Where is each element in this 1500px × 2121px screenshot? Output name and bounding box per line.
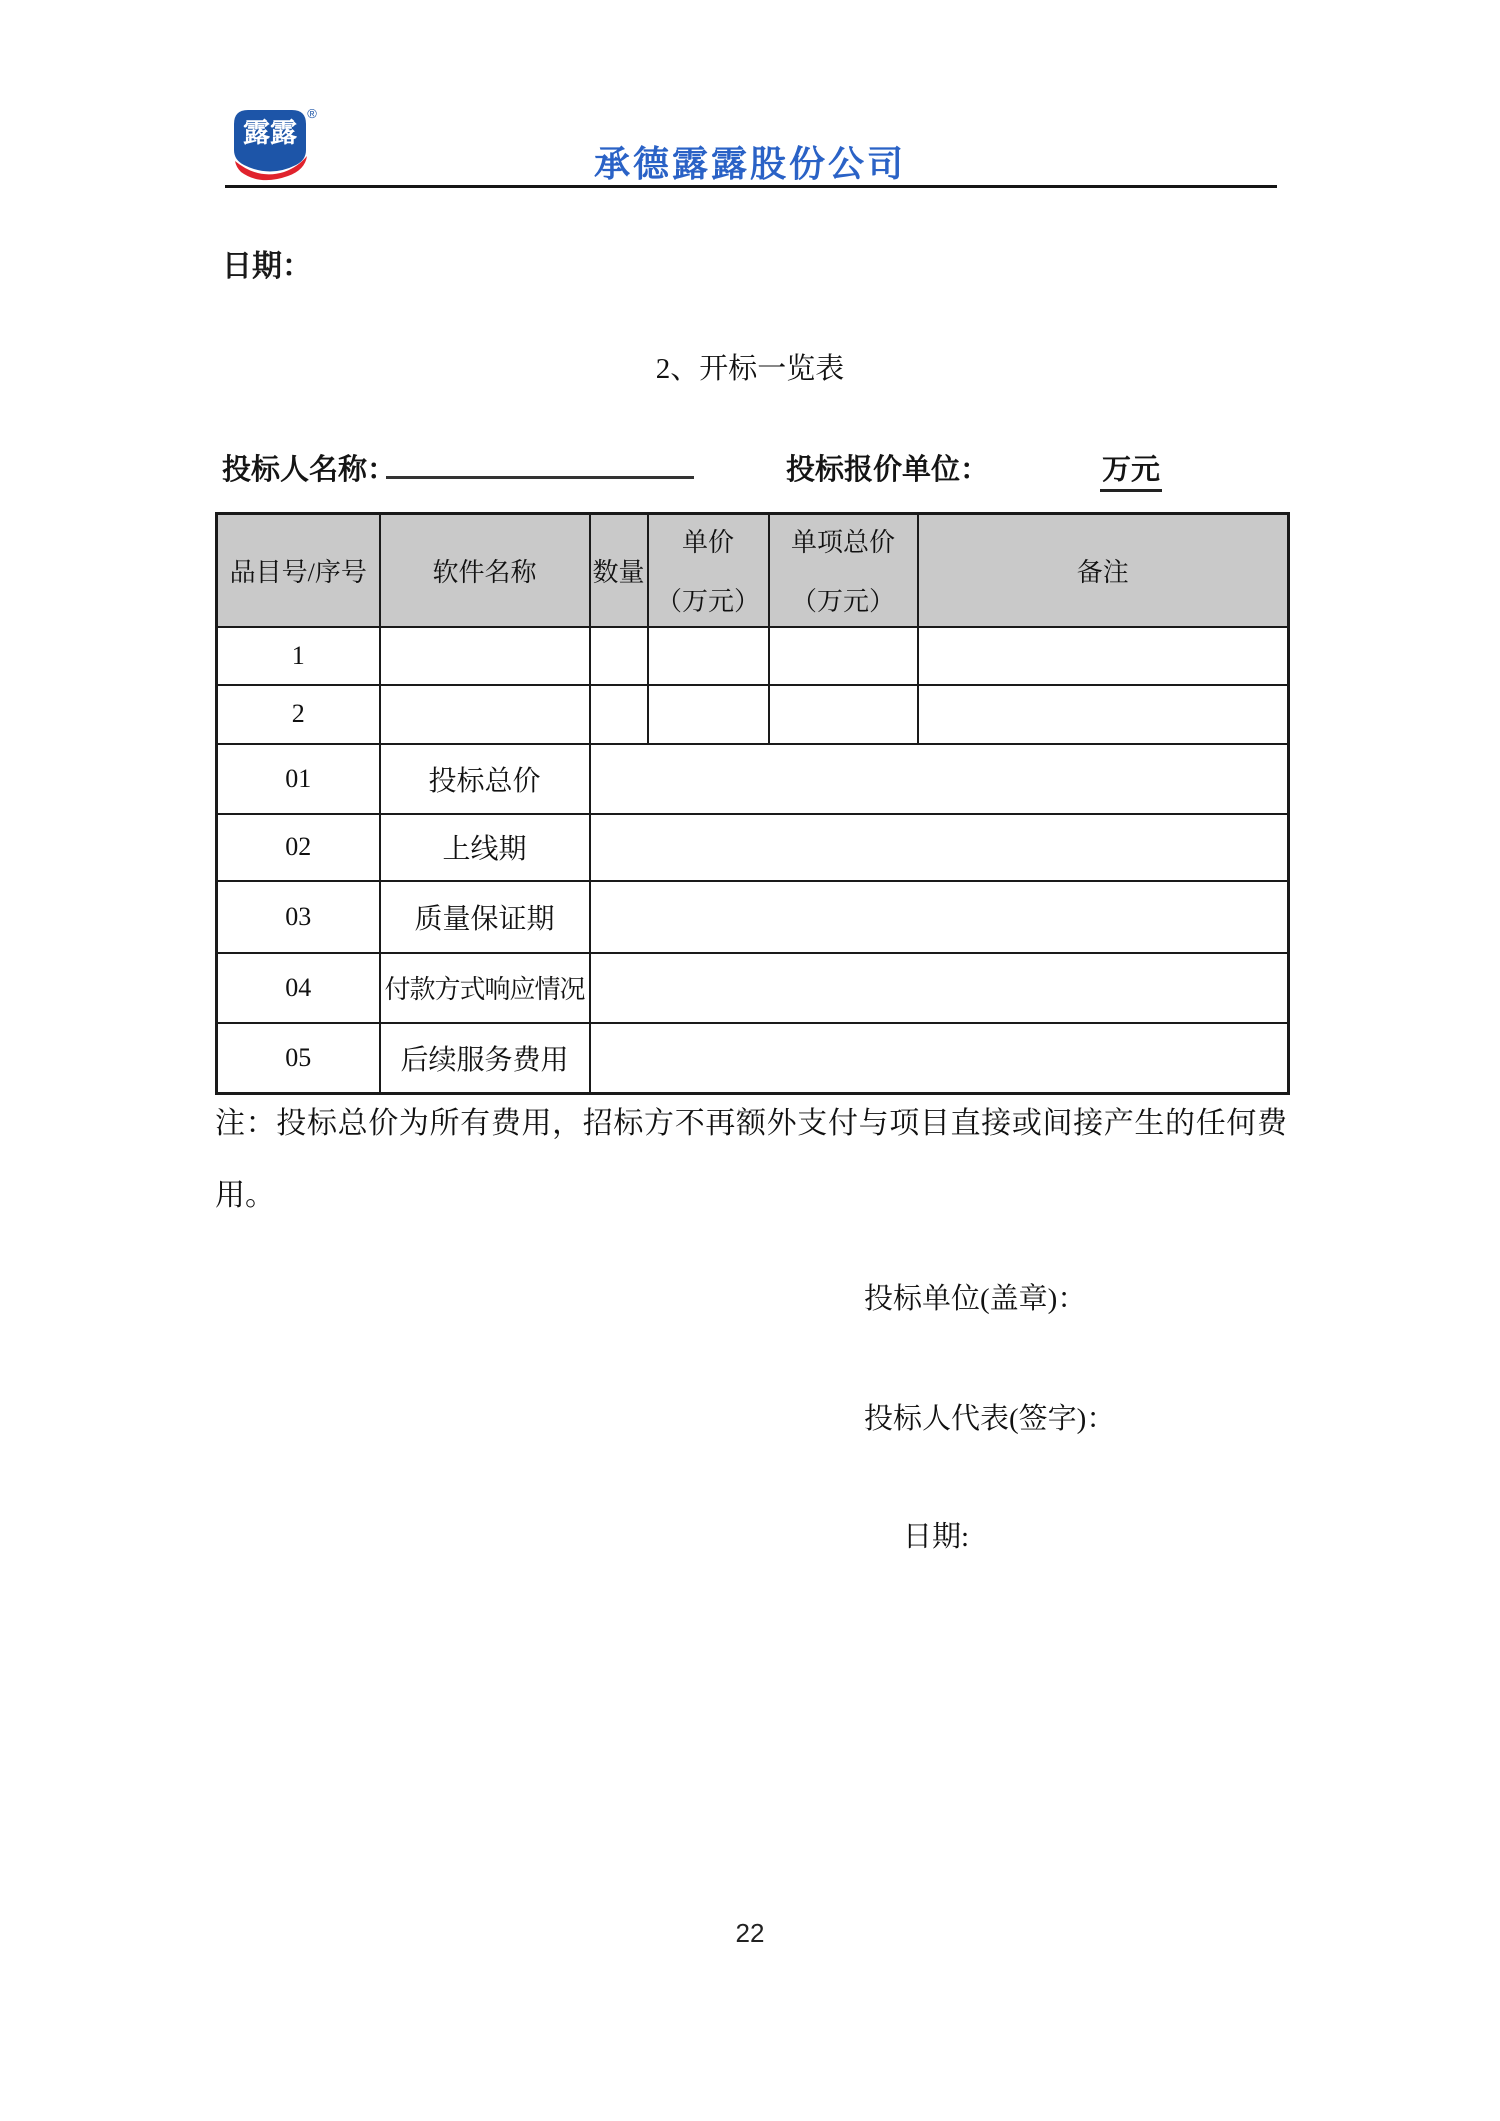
empty-cell — [590, 627, 648, 685]
signature-representative-label: 投标人代表(签字)： — [864, 1403, 1116, 1435]
note-line-2: 用。 — [215, 1179, 275, 1212]
col-header-unit-price — [648, 514, 769, 627]
bidder-name-blank — [386, 447, 694, 479]
table-note — [215, 1088, 1287, 1232]
summary-name-cell: 投标总价 — [380, 744, 590, 814]
note-line-1: 注：投标总价为所有费用，招标方不再额外支付与项目直接或间接产生的任何费 — [215, 1107, 1287, 1140]
page-number: 22 — [735, 1918, 765, 1948]
empty-cell — [648, 627, 769, 685]
item-no-cell: 1 — [217, 627, 380, 685]
empty-cell — [590, 953, 1289, 1023]
empty-cell — [590, 685, 648, 744]
summary-name-cell: 上线期 — [380, 814, 590, 881]
table-row — [217, 685, 1289, 744]
col-header-remarks — [918, 514, 1289, 627]
empty-cell — [590, 1023, 1289, 1094]
bid-opening-table — [215, 512, 1290, 1095]
table-header-row — [217, 514, 1289, 627]
table-row — [217, 814, 1289, 881]
col-header-item-no — [217, 514, 380, 627]
col-header-label: 软件名称 — [432, 557, 537, 587]
col-header-label: 品目号/序号 — [229, 557, 367, 587]
empty-cell — [918, 685, 1289, 744]
item-no-cell: 2 — [217, 685, 380, 744]
table-row — [217, 744, 1289, 814]
summary-no-cell: 01 — [217, 744, 380, 814]
empty-cell — [769, 627, 918, 685]
registered-mark: ® — [307, 106, 317, 121]
header-divider — [225, 185, 1277, 188]
empty-cell — [590, 814, 1289, 881]
empty-cell — [380, 685, 590, 744]
col-header-label: 单项总价 — [790, 528, 895, 558]
col-header-label: 备注 — [1076, 557, 1129, 587]
bidder-name-label: 投标人名称： — [222, 454, 397, 486]
empty-cell — [380, 627, 590, 685]
table-row — [217, 627, 1289, 685]
empty-cell — [648, 685, 769, 744]
summary-no-cell: 04 — [217, 953, 380, 1023]
summary-no-cell: 02 — [217, 814, 380, 881]
summary-no-cell: 05 — [217, 1023, 380, 1094]
col-header-line-total — [769, 514, 918, 627]
table-row — [217, 881, 1289, 953]
quote-unit-label: 投标报价单位： — [786, 454, 990, 486]
col-header-label: 单价 — [681, 528, 734, 558]
date-label-top: 日期： — [222, 250, 312, 283]
summary-no-cell: 03 — [217, 881, 380, 953]
company-name: 承德露露股份公司 — [593, 143, 906, 184]
col-header-label: 数量 — [592, 557, 645, 587]
table-row — [217, 1023, 1289, 1094]
quote-unit-value: 万元 — [1100, 447, 1162, 492]
summary-name-cell: 后续服务费用 — [380, 1023, 590, 1094]
empty-cell — [918, 627, 1289, 685]
empty-cell — [590, 881, 1289, 953]
signature-unit-label: 投标单位(盖章)： — [864, 1283, 1087, 1315]
empty-cell — [769, 685, 918, 744]
col-header-sublabel: （万元） — [790, 587, 895, 617]
col-header-qty — [590, 514, 648, 627]
summary-name-cell: 付款方式响应情况 — [380, 953, 590, 1023]
col-header-sublabel: （万元） — [655, 587, 760, 617]
empty-cell — [590, 744, 1289, 814]
page-title: 2、开标一览表 — [655, 353, 845, 385]
col-header-software — [380, 514, 590, 627]
form-line — [222, 447, 1282, 487]
signature-date-label: 日期: — [903, 1521, 970, 1553]
table-row — [217, 953, 1289, 1023]
svg-text:露露: 露露 — [243, 118, 297, 148]
summary-name-cell: 质量保证期 — [380, 881, 590, 953]
